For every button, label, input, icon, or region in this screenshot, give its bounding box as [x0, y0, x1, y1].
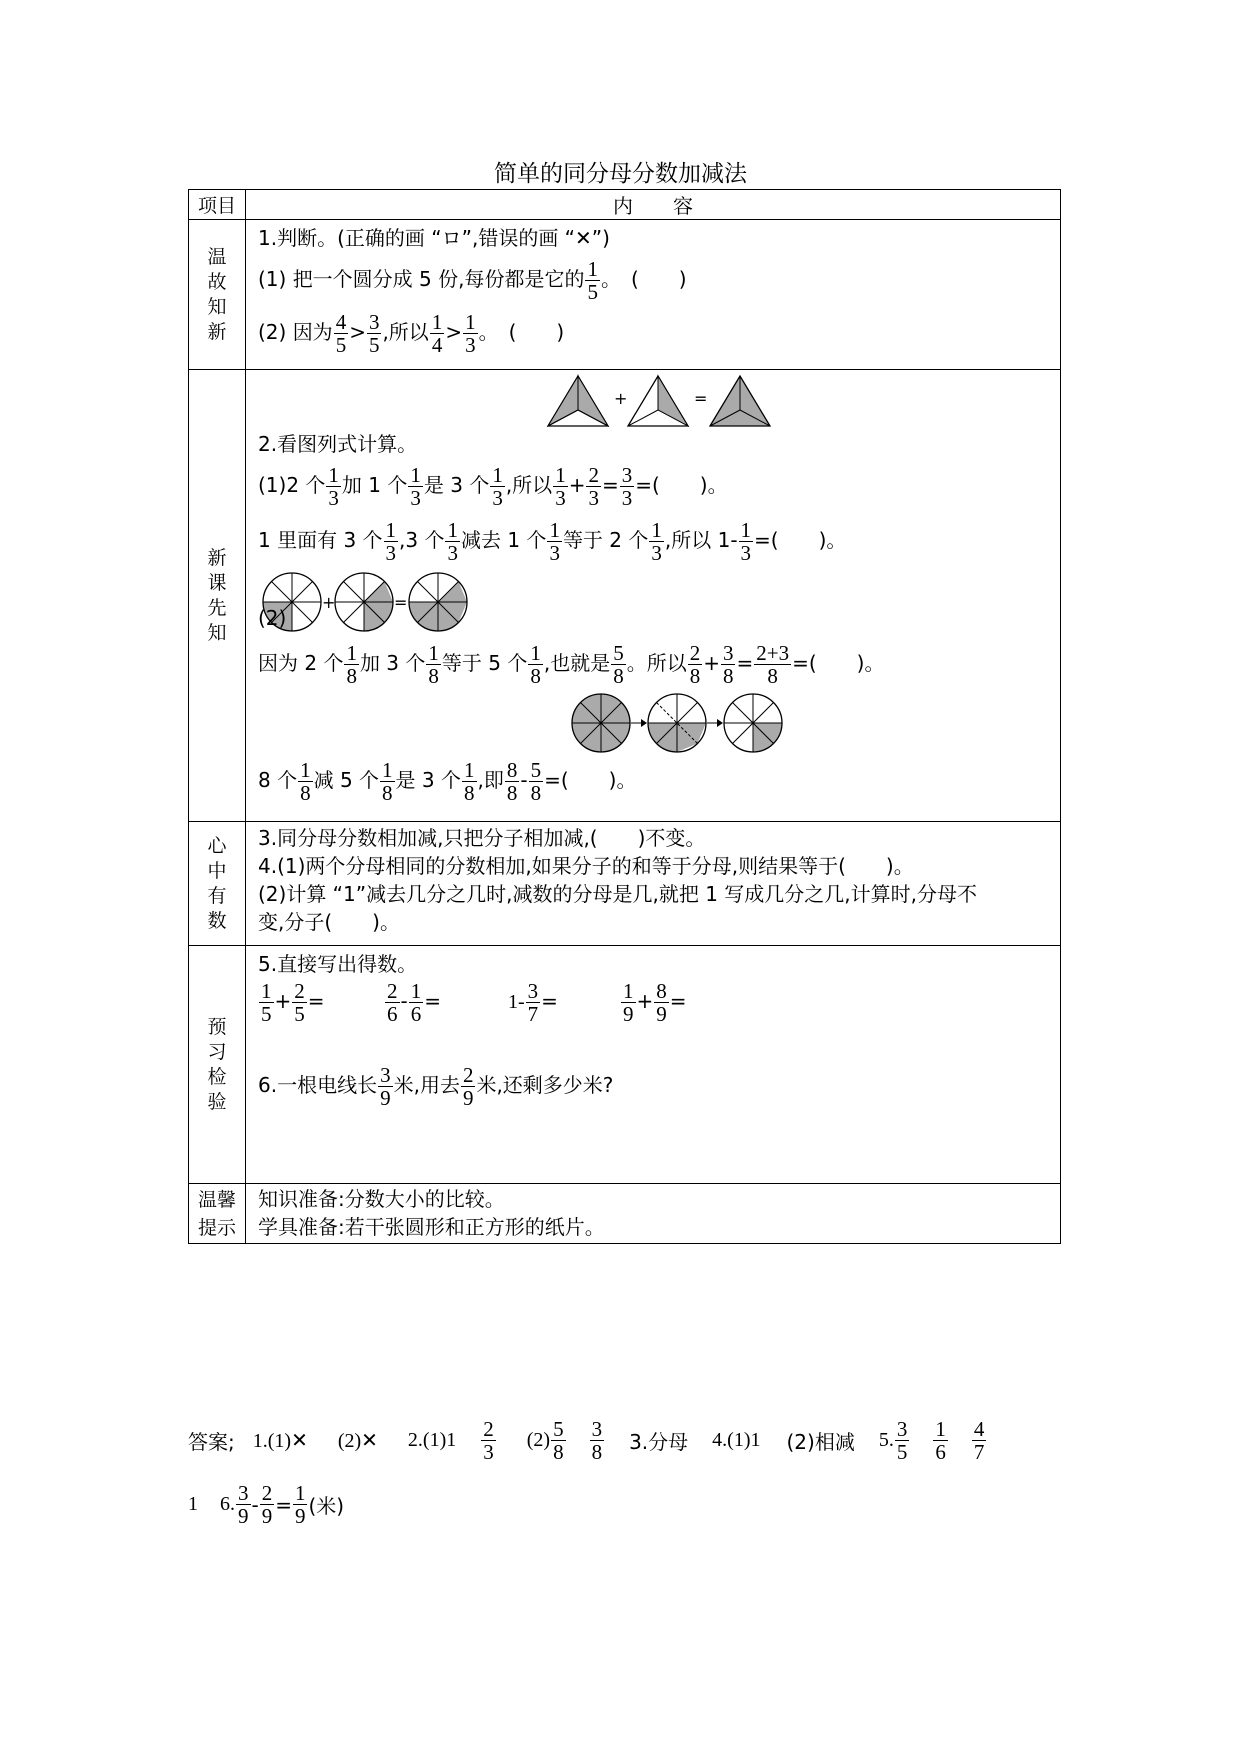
- question-4-2b: 变,分子( )。: [258, 910, 400, 934]
- expression-4: $\frac{1}{9}$ + $\frac{8}{9}$ =: [623, 979, 687, 1026]
- question-5: 5.直接写出得数。: [258, 952, 418, 976]
- circle-crossed-out-icon: [648, 694, 706, 752]
- svg-text:+: +: [322, 593, 336, 612]
- question-4-1: 4.(1)两个分母相同的分数相加,如果分子的和等于分母,则结果等于( )。: [258, 854, 914, 878]
- expression-1: $\frac{1}{5}$ + $\frac{2}{5}$ =: [261, 979, 325, 1026]
- question-2: 2.看图列式计算。: [258, 432, 418, 456]
- circle-three-eighths-result-icon: [724, 694, 782, 752]
- section-label-review: 温 故 知 新: [189, 220, 246, 370]
- triangle-one-third-icon: [548, 376, 608, 426]
- header-content: 内 容: [246, 190, 1061, 220]
- section-label-preview: 预 习 检 验: [189, 946, 246, 1184]
- header-item: 项目: [189, 190, 246, 220]
- question-1-2: (2) 因为 $\frac{4}{5}$ > $\frac{3}{5}$ ,所以 $\frac{1}{4}$ > $\frac{1}{3}$ 。 ( ): [258, 310, 565, 357]
- section-new-content: [246, 370, 1061, 822]
- question-2-1: (1)2 个 $\frac{1}{3}$ 加 1 个 $\frac{1}{3}$ 是 3 个 $\frac{1}{3}$ ,所以 $\frac{1}{3}$ + $\frac{2}{3}$ = $\frac{3}{3}$ =( )。: [258, 463, 728, 510]
- question-2-1b: 1 里面有 3 个 $\frac{1}{3}$ ,3 个 $\frac{1}{3}$ 减去 1 个 $\frac{1}{3}$ 等于 2 个 $\frac{1}{3}$ ,所以 1- $\frac{1}{3}$ =( )。: [258, 518, 847, 565]
- question-1-1: (1) 把一个圆分成 5 份,每份都是它的 $\frac{1}{5}$ 。 ( ): [258, 257, 687, 304]
- section-label-tips: 温馨 提示: [189, 1184, 246, 1244]
- answers-line-1: 答案; 1.(1)✕ (2)✕ 2.(1)1 $\frac{2}{3}$ (2) $\frac{5}{8}$ $\frac{3}{8}$ 3.分母 4.(1)1 (2)相减 5. $\frac{3}{5}$ $\frac{1}{6}$ $\frac{4}{7}$: [188, 1417, 985, 1464]
- section-label-mind: 心 中 有 数: [189, 822, 246, 946]
- page-title: 简单的同分母分数加减法: [494, 161, 747, 187]
- circle-five-eighths-icon: [409, 573, 467, 631]
- circle-add-figure: (2) + =: [258, 570, 1060, 634]
- question-1: 1.判断。(正确的画 “ロ”,错误的画 “✕”): [258, 226, 610, 250]
- section-review-content: [246, 220, 1061, 370]
- triangle-full-icon: [710, 376, 770, 426]
- circle-eight-eighths-icon: [572, 694, 630, 752]
- svg-text:=: =: [694, 389, 708, 408]
- circle-subtract-figure: [258, 691, 1060, 755]
- section-label-new: 新 课 先 知: [189, 370, 246, 822]
- triangle-figure: [258, 372, 1060, 430]
- tip-tools: 学具准备:若干张圆形和正方形的纸片。: [258, 1215, 605, 1239]
- answers-line-2: 1 6. $\frac{3}{9}$ - $\frac{2}{9}$ = $\frac{1}{9}$ (米): [188, 1481, 345, 1528]
- question-3: 3.同分母分数相加减,只把分子相加减,( )不变。: [258, 826, 706, 850]
- section-preview-content: [246, 946, 1061, 1184]
- expression-2: $\frac{2}{6}$ - $\frac{1}{6}$ =: [387, 979, 441, 1026]
- question-6: 6.一根电线长 $\frac{3}{9}$ 米,用去 $\frac{2}{9}$ 米,还剩多少米?: [258, 1063, 614, 1110]
- circle-three-eighths-icon: [335, 573, 393, 631]
- worksheet-table: [188, 189, 1061, 1244]
- section-tips-content: [246, 1184, 1061, 1244]
- tip-knowledge: 知识准备:分数大小的比较。: [258, 1187, 505, 1211]
- question-2-2b: 8 个 $\frac{1}{8}$ 减 5 个 $\frac{1}{8}$ 是 3 个 $\frac{1}{8}$ ,即 $\frac{8}{8}$ - $\frac{5}{8}$ =( )。: [258, 758, 637, 805]
- question-4-2: (2)计算 “1”减去几分之几时,减数的分母是几,就把 1 写成几分之几,计算时,分母不: [258, 882, 978, 906]
- svg-text:+: +: [614, 389, 628, 408]
- svg-text:=: =: [394, 593, 408, 612]
- question-5-expressions: [258, 980, 1060, 1040]
- question-2-2: 因为 2 个 $\frac{1}{8}$ 加 3 个 $\frac{1}{8}$ 等于 5 个 $\frac{1}{8}$ ,也就是 $\frac{5}{8}$ 。所以 $\frac{2}{8}$ + $\frac{3}{8}$ = $\frac{2+3}{8}$ =( )。: [258, 641, 885, 688]
- section-mind-content: [246, 822, 1061, 946]
- expression-3: 1- $\frac{3}{7}$ =: [508, 979, 558, 1026]
- triangle-two-thirds-icon: [628, 376, 688, 426]
